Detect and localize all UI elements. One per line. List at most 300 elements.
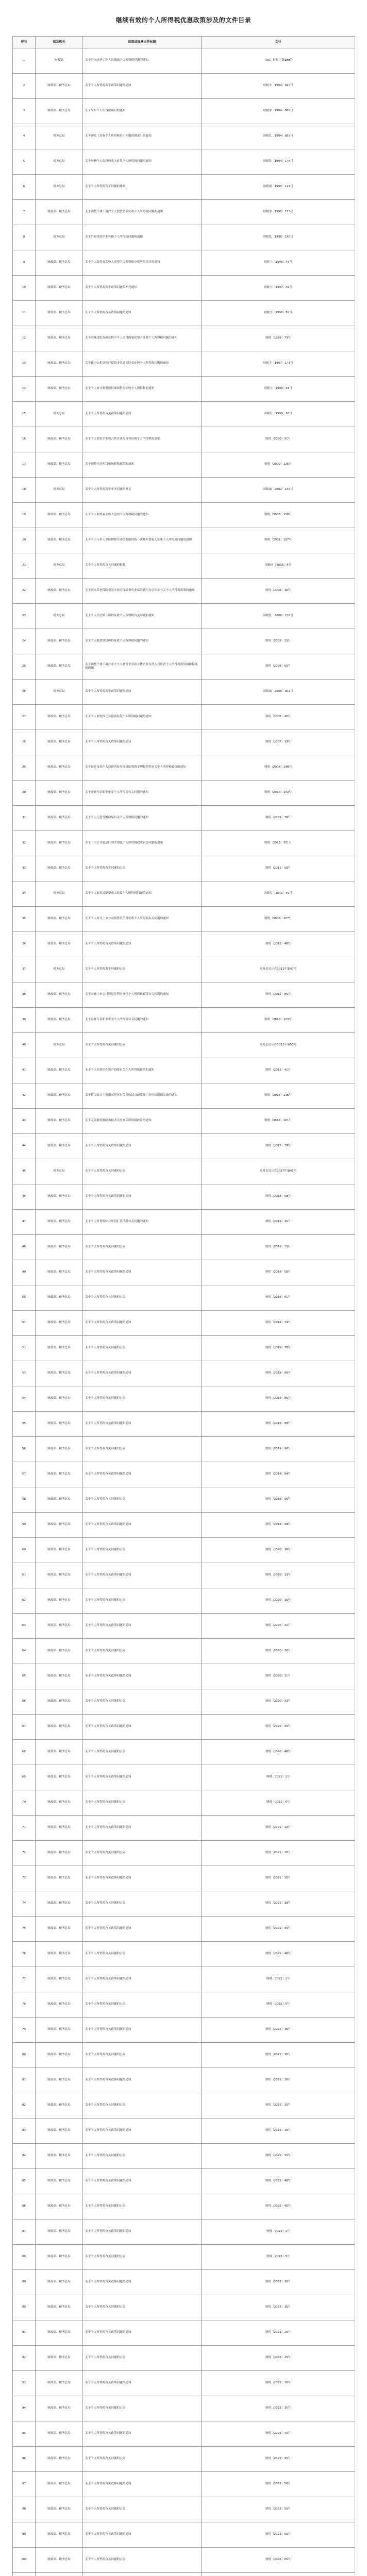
row-doc-number: 财税〔2019〕61号 bbox=[202, 1285, 355, 1311]
table-row bbox=[13, 907, 355, 932]
row-title: 关于个人所得税有关政策问题的通知 bbox=[83, 2219, 202, 2245]
table-body bbox=[13, 48, 355, 2576]
table-row bbox=[13, 1841, 355, 1866]
row-doc-number: 国税发〔1996〕148号 bbox=[202, 225, 355, 250]
row-doc-number: 财税字〔1997〕32号 bbox=[202, 276, 355, 301]
row-doc-number: 财税〔2023〕10号 bbox=[202, 2270, 355, 2295]
row-doc-number: 财税〔2021〕30号 bbox=[202, 1891, 355, 1917]
row-issuer: 财政部、税务总局 bbox=[36, 301, 83, 326]
table-row bbox=[13, 48, 355, 74]
row-doc-number: 财税〔2019〕94号 bbox=[202, 1462, 355, 1487]
row-issuer: 财政部、税务总局 bbox=[36, 250, 83, 276]
row-index: 13 bbox=[13, 351, 36, 377]
table-row bbox=[13, 528, 355, 553]
row-index: 41 bbox=[13, 1058, 36, 1083]
row-title: 关于个人所得税有关问题的公告 bbox=[83, 1942, 202, 1967]
row-index: 65 bbox=[13, 1664, 36, 1689]
row-index: 2 bbox=[13, 74, 36, 99]
row-issuer: 财政部、税务总局 bbox=[36, 1588, 83, 1614]
table-row bbox=[13, 1588, 355, 1614]
row-issuer: 税务总局 bbox=[36, 149, 83, 175]
row-title: 关于个人所得税有关问题的公告 bbox=[83, 2295, 202, 2320]
row-issuer: 财政部 bbox=[36, 48, 83, 74]
row-title: 关于个人所得税有关政策问题的通知 bbox=[83, 2119, 202, 2144]
row-index: 74 bbox=[13, 1891, 36, 1917]
row-index: 80 bbox=[13, 2043, 36, 2068]
row-title: 关于个人取得退职费收入征免个人所得税问题的通知 bbox=[83, 882, 202, 907]
row-index: 87 bbox=[13, 2219, 36, 2245]
row-doc-number: 财税〔2018〕58号 bbox=[202, 1184, 355, 1210]
row-title: 关于个人所得税有关政策问题的通知 bbox=[83, 1412, 202, 1437]
table-row bbox=[13, 856, 355, 882]
row-title: 关于个人所得税有关政策问题的通知 bbox=[83, 2522, 202, 2548]
row-title: 关于个人所得税有关问题的公告 bbox=[83, 2093, 202, 2119]
row-doc-number: 国税发〔1994〕089号 bbox=[202, 124, 355, 149]
row-issuer: 财政部、税务总局 bbox=[36, 856, 83, 882]
row-doc-number: 国税函〔1995〕125号 bbox=[202, 175, 355, 200]
row-title: 关于基本养老保险费基本医疗保险费失业保险费住房公积金有关个人所得税政策的通知 bbox=[83, 579, 202, 604]
row-title: 关于个人所得税综合所得汇算清缴有关问题的通知 bbox=[83, 1210, 202, 1235]
table-row bbox=[13, 957, 355, 982]
row-title: 关于个人所得税有关问题的公告 bbox=[83, 1588, 202, 1614]
row-index: 25 bbox=[13, 654, 36, 680]
row-title: 关于个人所得税有关政策问题的通知 bbox=[83, 301, 202, 326]
row-doc-number: 国税发〔1999〕58号 bbox=[202, 402, 355, 427]
table-row bbox=[13, 1285, 355, 1311]
row-doc-number: 财税〔2023〕50号 bbox=[202, 2472, 355, 2497]
row-issuer: 财政部、税务总局 bbox=[36, 2497, 83, 2522]
row-index: 83 bbox=[13, 2119, 36, 2144]
row-issuer: 财政部、税务总局 bbox=[36, 351, 83, 377]
row-title: 关于个人所得税有关政策问题的通知 bbox=[83, 2421, 202, 2447]
row-doc-number: 财税〔2022〕25号 bbox=[202, 2093, 355, 2119]
table-row bbox=[13, 225, 355, 250]
row-issuer: 财政部、税务总局 bbox=[36, 2396, 83, 2421]
table-row bbox=[13, 200, 355, 225]
row-title: 关于个人所得税有关问题的公告 bbox=[83, 1841, 202, 1866]
row-index: 29 bbox=[13, 755, 36, 781]
row-issuer: 财政部、税务总局 bbox=[36, 2522, 83, 2548]
row-doc-number: 国税发〔1994〕148号 bbox=[202, 149, 355, 175]
row-issuer: 财政部、税务总局 bbox=[36, 730, 83, 755]
row-issuer: 财政部、税务总局 bbox=[36, 2119, 83, 2144]
row-issuer: 财政部、税务总局 bbox=[36, 1260, 83, 1285]
row-doc-number: 国税函〔2002〕146号 bbox=[202, 478, 355, 503]
row-index: 44 bbox=[13, 1134, 36, 1159]
row-issuer: 财政部、税务总局 bbox=[36, 2068, 83, 2093]
row-doc-number: 财税字〔1995〕155号 bbox=[202, 200, 355, 225]
row-index: 47 bbox=[13, 1210, 36, 1235]
table-row bbox=[13, 351, 355, 377]
row-issuer: 财政部、税务总局 bbox=[36, 2472, 83, 2497]
row-doc-number: 税务总局公告2017年第43号 bbox=[202, 1159, 355, 1184]
row-issuer: 财政部、税务总局 bbox=[36, 2169, 83, 2194]
row-title: 关于个人取得有关收入适用个人所得税问题的通知 bbox=[83, 503, 202, 528]
table-row bbox=[13, 1715, 355, 1740]
row-doc-number: 财税〔2022〕5号 bbox=[202, 1992, 355, 2018]
row-title: 关于个人所得税有关政策问题的通知 bbox=[83, 1664, 202, 1689]
row-index: 28 bbox=[13, 730, 36, 755]
row-title: 关于个人所得税有关问题的公告 bbox=[83, 1992, 202, 2018]
row-issuer: 税务总局 bbox=[36, 1159, 83, 1184]
row-doc-number: 财税〔2021〕25号 bbox=[202, 1866, 355, 1891]
row-index: 79 bbox=[13, 2018, 36, 2043]
table-row bbox=[13, 2472, 355, 2497]
row-issuer: 财政部、税务总局 bbox=[36, 2270, 83, 2295]
row-index: 20 bbox=[13, 528, 36, 553]
row-doc-number: 财税〔2001〕157号 bbox=[202, 528, 355, 553]
row-index: 33 bbox=[13, 856, 36, 882]
row-title: 关于个人所得税有关政策问题的通知 bbox=[83, 1260, 202, 1285]
row-index: 15 bbox=[13, 402, 36, 427]
row-issuer: 财政部、税务总局 bbox=[36, 932, 83, 957]
row-index: 37 bbox=[13, 957, 36, 982]
row-doc-number: 财税字〔1994〕020号 bbox=[202, 74, 355, 99]
table-row bbox=[13, 1412, 355, 1437]
row-issuer: 财政部、税务总局 bbox=[36, 2144, 83, 2169]
row-issuer: 财政部、税务总局 bbox=[36, 1285, 83, 1311]
row-index: 59 bbox=[13, 1513, 36, 1538]
row-index: 78 bbox=[13, 1992, 36, 2018]
row-title: 关于个人非货币性资产投资有关个人所得税政策的通知 bbox=[83, 1058, 202, 1083]
row-index: 56 bbox=[13, 1437, 36, 1462]
row-title: 关于外国来华工作人员缴纳个人所得税问题的通知 bbox=[83, 48, 202, 74]
row-doc-number: 财税〔2009〕78号 bbox=[202, 806, 355, 831]
row-title: 关于个人所得税有关政策问题的通知 bbox=[83, 932, 202, 957]
table-row bbox=[13, 2169, 355, 2194]
table-row bbox=[13, 1487, 355, 1513]
row-doc-number: 财税〔2005〕35号 bbox=[202, 629, 355, 654]
row-index: 45 bbox=[13, 1159, 36, 1184]
row-index: 75 bbox=[13, 1917, 36, 1942]
table-row bbox=[13, 1866, 355, 1891]
row-issuer: 财政部、税务总局 bbox=[36, 831, 83, 856]
row-doc-number: 财税〔2020〕40号 bbox=[202, 1740, 355, 1765]
row-title: 关于个人所得税有关问题的公告 bbox=[83, 1437, 202, 1462]
row-index: 1 bbox=[13, 48, 36, 74]
table-row bbox=[13, 604, 355, 629]
row-issuer: 财政部、税务总局 bbox=[36, 1967, 83, 1992]
row-issuer: 财政部、税务总局 bbox=[36, 1866, 83, 1891]
row-doc-number: 财税〔2021〕40号 bbox=[202, 1942, 355, 1967]
row-index: 96 bbox=[13, 2447, 36, 2472]
table-row bbox=[13, 579, 355, 604]
row-doc-number: 财税〔2015〕101号 bbox=[202, 831, 355, 856]
table-header-row bbox=[13, 37, 355, 48]
table-row bbox=[13, 1058, 355, 1083]
row-index: 48 bbox=[13, 1235, 36, 1260]
row-title: 关于个人所得税有关问题的公告 bbox=[83, 1285, 202, 1311]
row-issuer: 财政部、税务总局 bbox=[36, 1336, 83, 1361]
row-issuer: 税务总局 bbox=[36, 604, 83, 629]
row-index: 64 bbox=[13, 1639, 36, 1664]
row-issuer: 财政部、税务总局 bbox=[36, 452, 83, 478]
row-index: 17 bbox=[13, 452, 36, 478]
row-issuer: 财政部、税务总局 bbox=[36, 1412, 83, 1437]
row-issuer: 财政部、税务总局 bbox=[36, 2346, 83, 2371]
row-doc-number: 财税〔2023〕40号 bbox=[202, 2421, 355, 2447]
row-doc-number: 财税〔2020〕33号 bbox=[202, 1689, 355, 1715]
row-issuer: 财政部、税务总局 bbox=[36, 1765, 83, 1790]
row-index: 67 bbox=[13, 1715, 36, 1740]
page-title: 继续有效的个人所得税优惠政策涉及的文件目录 bbox=[115, 16, 252, 24]
table-row bbox=[13, 1184, 355, 1210]
row-issuer: 财政部、税务总局 bbox=[36, 2093, 83, 2119]
row-doc-number: 财税〔2013〕103号 bbox=[202, 1008, 355, 1033]
row-doc-number: 财税〔2023〕45号 bbox=[202, 2447, 355, 2472]
row-doc-number: 财税〔2012〕40号 bbox=[202, 932, 355, 957]
row-title: 关于个人所得税有关政策问题的通知 bbox=[83, 1513, 202, 1538]
row-issuer: 财政部、税务总局 bbox=[36, 1386, 83, 1412]
row-doc-number: 财税〔2019〕85号 bbox=[202, 1386, 355, 1412]
row-doc-number: 财税〔2009〕167号 bbox=[202, 907, 355, 932]
row-title: 关于调整个体工商户业主个人独资企业和合伙企业自然人投资者个人所得税费用扣除标准的通知 bbox=[83, 654, 202, 680]
row-issuer: 财政部、税务总局 bbox=[36, 2219, 83, 2245]
row-index: 55 bbox=[13, 1412, 36, 1437]
row-index: 38 bbox=[13, 982, 36, 1008]
row-title: 关于个人所得税有关问题的公告 bbox=[83, 2194, 202, 2219]
row-index: 50 bbox=[13, 1285, 36, 1311]
row-title: 关于个人所得税有关政策问题的通知 bbox=[83, 1614, 202, 1639]
table-row bbox=[13, 2093, 355, 2119]
row-doc-number: 财税〔2021〕20号 bbox=[202, 1841, 355, 1866]
table-row bbox=[13, 932, 355, 957]
row-doc-number: 财税〔2019〕90号 bbox=[202, 1437, 355, 1462]
table-row bbox=[13, 2219, 355, 2245]
row-doc-number: 国税发〔2006〕108号 bbox=[202, 604, 355, 629]
row-issuer: 财政部、税务总局 bbox=[36, 2371, 83, 2396]
header-doc-number: 文号 bbox=[202, 37, 355, 48]
row-index: 4 bbox=[13, 124, 36, 149]
row-issuer: 税务总局 bbox=[36, 225, 83, 250]
row-doc-number: 财税〔2019〕96号 bbox=[202, 1487, 355, 1513]
row-title: 关于个人转让股票所得继续暂免征收个人所得税的通知 bbox=[83, 377, 202, 402]
row-issuer: 财政部、税务总局 bbox=[36, 1210, 83, 1235]
row-issuer: 财政部、税务总局 bbox=[36, 276, 83, 301]
row-title: 关于个人所得税有关政策问题的通知 bbox=[83, 1816, 202, 1841]
table-row bbox=[13, 1614, 355, 1639]
row-index: 88 bbox=[13, 2245, 36, 2270]
row-issuer: 财政部、税务总局 bbox=[36, 1361, 83, 1386]
row-title: 关于个人所得税有关问题的公告 bbox=[83, 2447, 202, 2472]
table-row bbox=[13, 1336, 355, 1361]
row-index: 7 bbox=[13, 200, 36, 225]
table-row bbox=[13, 1008, 355, 1033]
row-index: 36 bbox=[13, 932, 36, 957]
table-row bbox=[13, 1462, 355, 1487]
row-doc-number: 财税〔2023〕60号 bbox=[202, 2522, 355, 2548]
row-issuer: 财政部、税务总局 bbox=[36, 705, 83, 730]
row-title: 关于个人所得税有关政策问题的通知 bbox=[83, 1715, 202, 1740]
table-row bbox=[13, 1790, 355, 1816]
row-issuer: 财政部、税务总局 bbox=[36, 1008, 83, 1033]
row-index: 39 bbox=[13, 1008, 36, 1033]
row-index: 91 bbox=[13, 2320, 36, 2346]
row-title: 关于个人所得税有关政策问题的通知 bbox=[83, 402, 202, 427]
row-title: 关于个人所得税有关问题的公告 bbox=[83, 1891, 202, 1917]
row-index: 89 bbox=[13, 2270, 36, 2295]
row-title: 关于个人所得税有关政策问题的通知 bbox=[83, 1967, 202, 1992]
table-row bbox=[13, 2144, 355, 2169]
table-row bbox=[13, 755, 355, 781]
row-issuer: 财政部、税务总局 bbox=[36, 1942, 83, 1967]
row-title: 关于个人所得税有关问题的公告 bbox=[83, 2497, 202, 2522]
row-title: 关于个人所得税有关政策问题的通知 bbox=[83, 2320, 202, 2346]
row-issuer: 财政部、税务总局 bbox=[36, 1715, 83, 1740]
row-doc-number: 财税〔2019〕50号 bbox=[202, 1260, 355, 1285]
row-title: 关于企业年金职业年金个人所得税有关问题的通知 bbox=[83, 1008, 202, 1033]
row-index: 43 bbox=[13, 1109, 36, 1134]
row-doc-number: 财税〔2005〕45号 bbox=[202, 705, 355, 730]
row-doc-number: 财税〔2023〕20号 bbox=[202, 2320, 355, 2346]
row-issuer: 财政部、税务总局 bbox=[36, 1639, 83, 1664]
table-row bbox=[13, 806, 355, 831]
row-doc-number: 财税〔2022〕30号 bbox=[202, 2119, 355, 2144]
table-row bbox=[13, 1159, 355, 1184]
row-index: 70 bbox=[13, 1790, 36, 1816]
table-row bbox=[13, 2573, 355, 2576]
table-row bbox=[13, 1689, 355, 1715]
row-doc-number: 财税〔2023〕30号 bbox=[202, 2371, 355, 2396]
table-row bbox=[13, 1992, 355, 2018]
row-doc-number: 财税〔2015〕116号 bbox=[202, 1083, 355, 1109]
row-issuer: 财政部、税务总局 bbox=[36, 1462, 83, 1487]
row-index: 62 bbox=[13, 1588, 36, 1614]
row-index: 16 bbox=[13, 427, 36, 452]
row-title: 关于个人所得税有关问题的公告 bbox=[83, 2144, 202, 2169]
row-doc-number: 财税〔2019〕80号 bbox=[202, 1361, 355, 1386]
table-row bbox=[13, 452, 355, 478]
table-row bbox=[13, 705, 355, 730]
row-issuer: 财政部、税务总局 bbox=[36, 1841, 83, 1866]
row-issuer: 财政部、税务总局 bbox=[36, 755, 83, 781]
row-issuer: 财政部、税务总局 bbox=[36, 528, 83, 553]
row-title: 关于企业年金职业年金个人所得税有关问题的通知 bbox=[83, 781, 202, 806]
table-row bbox=[13, 654, 355, 680]
row-doc-number: 财税〔2003〕158号 bbox=[202, 503, 355, 528]
row-issuer: 财政部、税务总局 bbox=[36, 1917, 83, 1942]
row-title: 关于个人所得税若干政策问题的通知 bbox=[83, 680, 202, 705]
row-index: 14 bbox=[13, 377, 36, 402]
row-issuer: 财政部、税务总局 bbox=[36, 326, 83, 351]
row-doc-number: 财税〔2020〕22号 bbox=[202, 1614, 355, 1639]
table-row bbox=[13, 2371, 355, 2396]
row-issuer: 财政部、税务总局 bbox=[36, 1664, 83, 1689]
row-issuer: 财政部、税务总局 bbox=[36, 2018, 83, 2043]
row-issuer: 财政部、税务总局 bbox=[36, 2320, 83, 2346]
row-index: 72 bbox=[13, 1841, 36, 1866]
row-title: 关于个人所得税有关政策问题的通知 bbox=[83, 2371, 202, 2396]
row-issuer: 财政部、税务总局 bbox=[36, 427, 83, 452]
row-issuer: 财政部、税务总局 bbox=[36, 806, 83, 831]
row-index: 9 bbox=[13, 250, 36, 276]
row-index: 3 bbox=[13, 99, 36, 124]
table-row bbox=[13, 427, 355, 452]
row-issuer: 财政部、税务总局 bbox=[36, 2548, 83, 2573]
row-index: 12 bbox=[13, 326, 36, 351]
row-index: 82 bbox=[13, 2093, 36, 2119]
row-issuer: 税务总局 bbox=[36, 478, 83, 503]
row-doc-number: 财税〔2019〕78号 bbox=[202, 1336, 355, 1361]
row-title: 关于个人所得税有关问题的公告 bbox=[83, 2396, 202, 2421]
row-title: 关于个人与用人单位解除劳动关系取得的一次性补偿收入征免个人所得税问题的通知 bbox=[83, 528, 202, 553]
row-index: 81 bbox=[13, 2068, 36, 2093]
table-row bbox=[13, 2548, 355, 2573]
row-doc-number: 财税〔1999〕73号 bbox=[202, 326, 355, 351]
row-doc-number: 财税〔2022〕1号 bbox=[202, 1967, 355, 1992]
row-title: 关于个人转让上市公司限售股所得征收个人所得税有关问题的通知 bbox=[83, 907, 202, 932]
row-title: 关于个人所得税有关问题的公告 bbox=[83, 1159, 202, 1184]
row-issuer: 财政部、税务总局 bbox=[36, 1740, 83, 1765]
row-title: 关于个人所得税有关政策问题的通知 bbox=[83, 1866, 202, 1891]
table-row bbox=[13, 2497, 355, 2522]
table-row bbox=[13, 1210, 355, 1235]
table-row bbox=[13, 326, 355, 351]
row-index: 98 bbox=[13, 2497, 36, 2522]
row-doc-number: 财税〔2020〕31号 bbox=[202, 1664, 355, 1689]
row-issuer: 税务总局 bbox=[36, 1033, 83, 1058]
row-title: 关于个人所得税有关问题的公告 bbox=[83, 1790, 202, 1816]
row-issuer: 税务总局 bbox=[36, 680, 83, 705]
row-index: 10 bbox=[13, 276, 36, 301]
table-row bbox=[13, 2018, 355, 2043]
table-row bbox=[13, 629, 355, 654]
row-doc-number: 财税〔2008〕140号 bbox=[202, 755, 355, 781]
table-row bbox=[13, 377, 355, 402]
row-doc-number: 财税〔2022〕20号 bbox=[202, 2068, 355, 2093]
table-row bbox=[13, 2043, 355, 2068]
row-title: 关于个人股票期权所得征收个人所得税问题的通知 bbox=[83, 629, 202, 654]
header-issuer: 制发机关 bbox=[36, 37, 83, 48]
row-index: 68 bbox=[13, 1740, 36, 1765]
row-doc-number: 财税〔2023〕35号 bbox=[202, 2396, 355, 2421]
row-issuer: 财政部、税务总局 bbox=[36, 1487, 83, 1513]
row-title: 关于个人所得税有关政策问题的通知 bbox=[83, 2068, 202, 2093]
row-title: 关于个人所得税有关问题的公告 bbox=[83, 1740, 202, 1765]
row-title: 关于个人所得税有关问题的公告 bbox=[83, 1235, 202, 1260]
row-index: 34 bbox=[13, 882, 36, 907]
row-doc-number: 财税字〔1994〕089号 bbox=[202, 99, 355, 124]
row-doc-number: 财税〔2000〕91号 bbox=[202, 427, 355, 452]
row-title: 关于外籍个人取得的收入征免个人所得税问题的通知 bbox=[83, 149, 202, 175]
row-issuer: 财政部、税务总局 bbox=[36, 907, 83, 932]
row-index: 58 bbox=[13, 1487, 36, 1513]
table-row bbox=[13, 1538, 355, 1563]
row-doc-number: 财税〔2022〕45号 bbox=[202, 2194, 355, 2219]
row-issuer: 财政部、税务总局 bbox=[36, 1816, 83, 1841]
row-index: 85 bbox=[13, 2169, 36, 2194]
row-doc-number: 财税〔2022〕35号 bbox=[202, 2144, 355, 2169]
row-issuer: 税务总局 bbox=[36, 402, 83, 427]
row-doc-number: 财税〔2023〕65号 bbox=[202, 2548, 355, 2573]
row-title: 关于个人所得税有关问题的公告 bbox=[83, 2346, 202, 2371]
table-row bbox=[13, 2270, 355, 2295]
row-doc-number: 财税字〔1998〕61号 bbox=[202, 377, 355, 402]
row-doc-number: 财税〔2021〕12号 bbox=[202, 1816, 355, 1841]
table-row bbox=[13, 301, 355, 326]
table-row bbox=[13, 1083, 355, 1109]
row-issuer: 财政部、税务总局 bbox=[36, 1790, 83, 1816]
row-title: 关于企业改组改制过程中个人取得的量化资产征收个人所得税问题的通知 bbox=[83, 326, 202, 351]
row-index: 93 bbox=[13, 2371, 36, 2396]
row-issuer: 财政部、税务总局 bbox=[36, 1689, 83, 1715]
row-issuer: 税务总局 bbox=[36, 957, 83, 982]
row-issuer: 财政部、税务总局 bbox=[36, 2447, 83, 2472]
row-issuer: 财政部、税务总局 bbox=[36, 579, 83, 604]
table-row bbox=[13, 1563, 355, 1588]
row-doc-number: 财税〔2020〕35号 bbox=[202, 1715, 355, 1740]
row-doc-number: 财税〔2016〕101号 bbox=[202, 1109, 355, 1134]
